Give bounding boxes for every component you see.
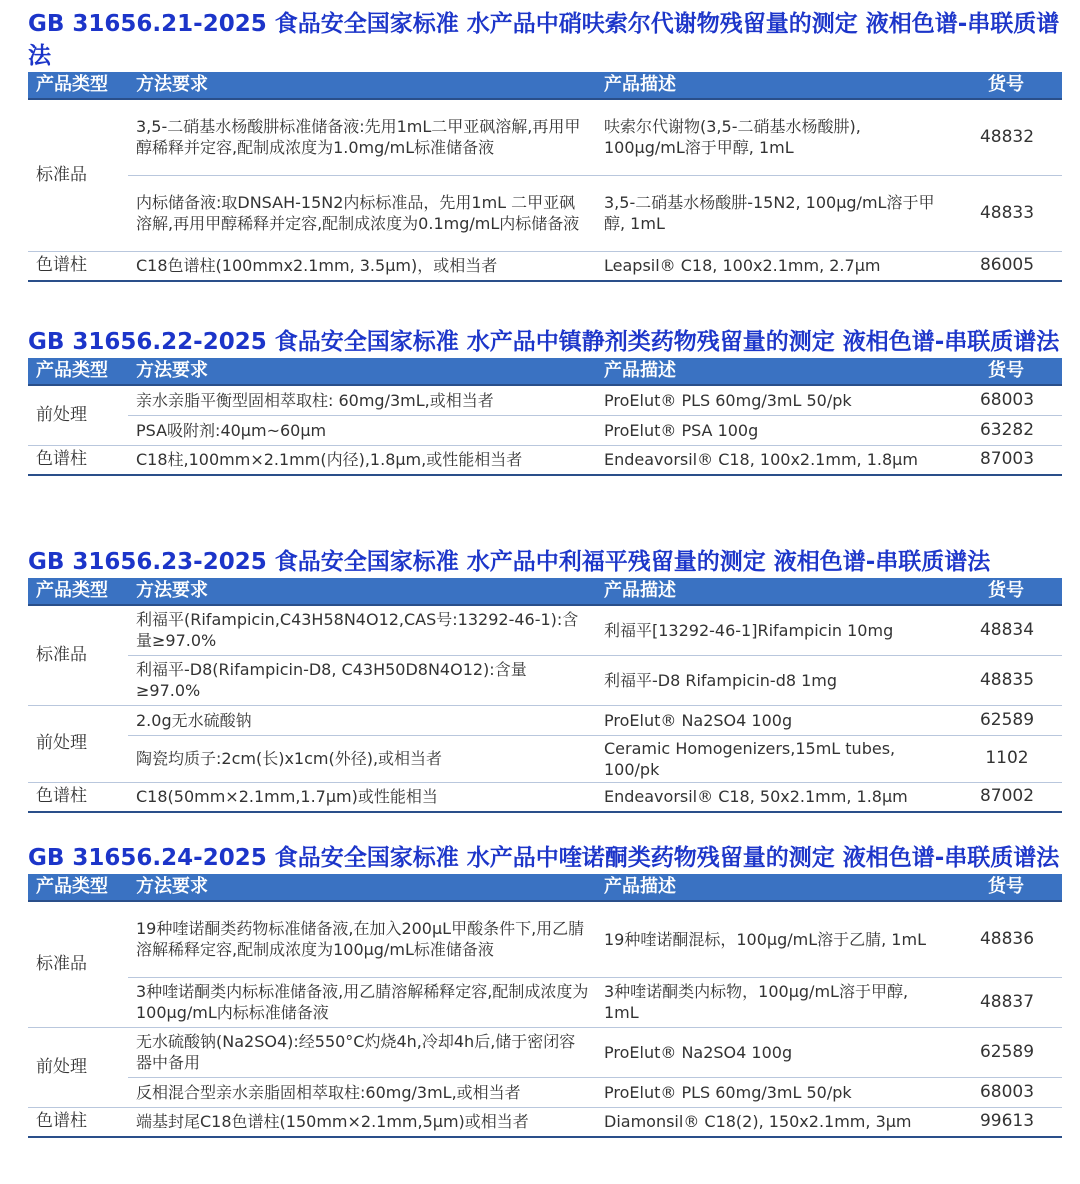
table-row bbox=[28, 782, 1062, 812]
table-row bbox=[28, 445, 1062, 475]
header-desc: 产品描述 bbox=[596, 874, 950, 901]
row-method: 3种喹诺酮类内标标准储备液,用乙腈溶解稀释定容,配制成浓度为100μg/mL内标标准储备液 bbox=[128, 977, 596, 1027]
table-row bbox=[28, 251, 1062, 281]
row-method: 陶瓷均质子:2cm(长)x1cm(外径),或相当者 bbox=[128, 735, 596, 782]
row-type: 前处理 bbox=[28, 705, 128, 782]
row-code: 68003 bbox=[950, 385, 1062, 415]
header-desc: 产品描述 bbox=[596, 358, 950, 385]
section-title: GB 31656.22-2025 食品安全国家标准 水产品中镇静剂类药物残留量的测定 液相色谱-串联质谱法 bbox=[28, 329, 1060, 355]
row-method: 反相混合型亲水亲脂固相萃取柱:60mg/3mL,或相当者 bbox=[128, 1077, 596, 1107]
row-desc: 利福平-D8 Rifampicin-d8 1mg bbox=[596, 655, 950, 705]
row-code: 48832 bbox=[950, 99, 1062, 175]
row-desc: Endeavorsil® C18, 50x2.1mm, 1.8μm bbox=[596, 782, 950, 812]
row-code: 86005 bbox=[950, 251, 1062, 281]
section-title: GB 31656.24-2025 食品安全国家标准 水产品中喹诺酮类药物残留量的测定 液相色谱-串联质谱法 bbox=[28, 845, 1060, 871]
row-desc: 呋索尔代谢物(3,5-二硝基水杨酸肼), 100μg/mL溶于甲醇, 1mL bbox=[596, 99, 950, 175]
table-row bbox=[28, 175, 1062, 251]
row-type: 色谱柱 bbox=[28, 1107, 128, 1137]
row-type: 前处理 bbox=[28, 385, 128, 445]
row-type: 标准品 bbox=[28, 901, 128, 1027]
row-code: 48835 bbox=[950, 655, 1062, 705]
header-desc: 产品描述 bbox=[596, 72, 950, 99]
row-type: 色谱柱 bbox=[28, 251, 128, 281]
row-method: 端基封尾C18色谱柱(150mm×2.1mm,5μm)或相当者 bbox=[128, 1107, 596, 1137]
row-code: 87002 bbox=[950, 782, 1062, 812]
row-method: 2.0g无水硫酸钠 bbox=[128, 705, 596, 735]
table-row bbox=[28, 99, 1062, 175]
row-code: 1102 bbox=[950, 735, 1062, 782]
table-header-row bbox=[28, 358, 1062, 385]
standard-section-24 bbox=[28, 842, 1062, 1138]
row-desc: 利福平[13292-46-1]Rifampicin 10mg bbox=[596, 605, 950, 655]
row-desc: ProElut® Na2SO4 100g bbox=[596, 705, 950, 735]
table-row bbox=[28, 655, 1062, 705]
product-table bbox=[28, 578, 1062, 813]
header-method: 方法要求 bbox=[128, 578, 596, 605]
row-type: 前处理 bbox=[28, 1027, 128, 1107]
table-row bbox=[28, 385, 1062, 415]
row-code: 63282 bbox=[950, 415, 1062, 445]
row-type: 标准品 bbox=[28, 605, 128, 705]
row-code: 87003 bbox=[950, 445, 1062, 475]
row-desc: 3,5-二硝基水杨酸肼-15N2, 100μg/mL溶于甲醇, 1mL bbox=[596, 175, 950, 251]
table-row bbox=[28, 1027, 1062, 1077]
row-desc: 19种喹诺酮混标，100μg/mL溶于乙腈, 1mL bbox=[596, 901, 950, 977]
header-type: 产品类型 bbox=[28, 578, 128, 605]
header-code: 货号 bbox=[950, 578, 1062, 605]
row-code: 48837 bbox=[950, 977, 1062, 1027]
row-code: 99613 bbox=[950, 1107, 1062, 1137]
row-desc: ProElut® PLS 60mg/3mL 50/pk bbox=[596, 385, 950, 415]
header-code: 货号 bbox=[950, 874, 1062, 901]
row-method: C18(50mm×2.1mm,1.7μm)或性能相当 bbox=[128, 782, 596, 812]
row-desc: 3种喹诺酮类内标物，100μg/mL溶于甲醇, 1mL bbox=[596, 977, 950, 1027]
table-row bbox=[28, 735, 1062, 782]
row-code: 62589 bbox=[950, 705, 1062, 735]
row-desc: ProElut® PLS 60mg/3mL 50/pk bbox=[596, 1077, 950, 1107]
row-method: PSA吸附剂:40μm~60μm bbox=[128, 415, 596, 445]
table-row bbox=[28, 705, 1062, 735]
header-type: 产品类型 bbox=[28, 358, 128, 385]
table-row bbox=[28, 977, 1062, 1027]
row-desc: ProElut® Na2SO4 100g bbox=[596, 1027, 950, 1077]
header-desc: 产品描述 bbox=[596, 578, 950, 605]
header-code: 货号 bbox=[950, 358, 1062, 385]
table-row bbox=[28, 605, 1062, 655]
table-header-row bbox=[28, 72, 1062, 99]
standard-section-21 bbox=[28, 8, 1062, 282]
row-code: 48833 bbox=[950, 175, 1062, 251]
row-method: 内标储备液:取DNSAH-15N2内标标准品，先用1mL 二甲亚砜溶解,再用甲醇稀释并定容,配制成浓度为0.1mg/mL内标储备液 bbox=[128, 175, 596, 251]
header-code: 货号 bbox=[950, 72, 1062, 99]
row-method: 19种喹诺酮类药物标准储备液,在加入200μL甲酸条件下,用乙腈溶解稀释定容,配制成浓度为100μg/mL标准储备液 bbox=[128, 901, 596, 977]
row-code: 62589 bbox=[950, 1027, 1062, 1077]
row-code: 48836 bbox=[950, 901, 1062, 977]
row-code: 68003 bbox=[950, 1077, 1062, 1107]
section-title: GB 31656.23-2025 食品安全国家标准 水产品中利福平残留量的测定 液相色谱-串联质谱法 bbox=[28, 549, 991, 575]
section-title: GB 31656.21-2025 食品安全国家标准 水产品中硝呋索尔代谢物残留量的测定 液相色谱-串联质谱法 bbox=[28, 11, 1060, 69]
table-row bbox=[28, 901, 1062, 977]
table-row bbox=[28, 1107, 1062, 1137]
standard-section-23 bbox=[28, 546, 1062, 813]
row-method: 3,5-二硝基水杨酸肼标准储备液:先用1mL二甲亚砜溶解,再用甲醇稀释并定容,配制成浓度为1.0mg/mL标准储备液 bbox=[128, 99, 596, 175]
table-row bbox=[28, 415, 1062, 445]
header-type: 产品类型 bbox=[28, 874, 128, 901]
product-table bbox=[28, 874, 1062, 1138]
table-row bbox=[28, 1077, 1062, 1107]
row-method: C18色谱柱(100mmx2.1mm, 3.5μm)，或相当者 bbox=[128, 251, 596, 281]
row-desc: Ceramic Homogenizers,15mL tubes, 100/pk bbox=[596, 735, 950, 782]
standard-section-22 bbox=[28, 326, 1062, 476]
table-header-row bbox=[28, 874, 1062, 901]
row-code: 48834 bbox=[950, 605, 1062, 655]
header-method: 方法要求 bbox=[128, 874, 596, 901]
row-method: 亲水亲脂平衡型固相萃取柱: 60mg/3mL,或相当者 bbox=[128, 385, 596, 415]
header-method: 方法要求 bbox=[128, 358, 596, 385]
header-method: 方法要求 bbox=[128, 72, 596, 99]
row-method: C18柱,100mm×2.1mm(内径),1.8μm,或性能相当者 bbox=[128, 445, 596, 475]
row-desc: Leapsil® C18, 100x2.1mm, 2.7μm bbox=[596, 251, 950, 281]
row-type: 标准品 bbox=[28, 99, 128, 251]
product-table bbox=[28, 72, 1062, 282]
row-desc: Endeavorsil® C18, 100x2.1mm, 1.8μm bbox=[596, 445, 950, 475]
product-table bbox=[28, 358, 1062, 476]
row-method: 利福平-D8(Rifampicin-D8, C43H50D8N4O12):含量≥97.0% bbox=[128, 655, 596, 705]
row-desc: Diamonsil® C18(2), 150x2.1mm, 3μm bbox=[596, 1107, 950, 1137]
row-type: 色谱柱 bbox=[28, 445, 128, 475]
table-header-row bbox=[28, 578, 1062, 605]
row-method: 无水硫酸钠(Na2SO4):经550°C灼烧4h,冷却4h后,储于密闭容器中备用 bbox=[128, 1027, 596, 1077]
row-desc: ProElut® PSA 100g bbox=[596, 415, 950, 445]
row-method: 利福平(Rifampicin,C43H58N4O12,CAS号:13292-46-1):含量≥97.0% bbox=[128, 605, 596, 655]
header-type: 产品类型 bbox=[28, 72, 128, 99]
row-type: 色谱柱 bbox=[28, 782, 128, 812]
